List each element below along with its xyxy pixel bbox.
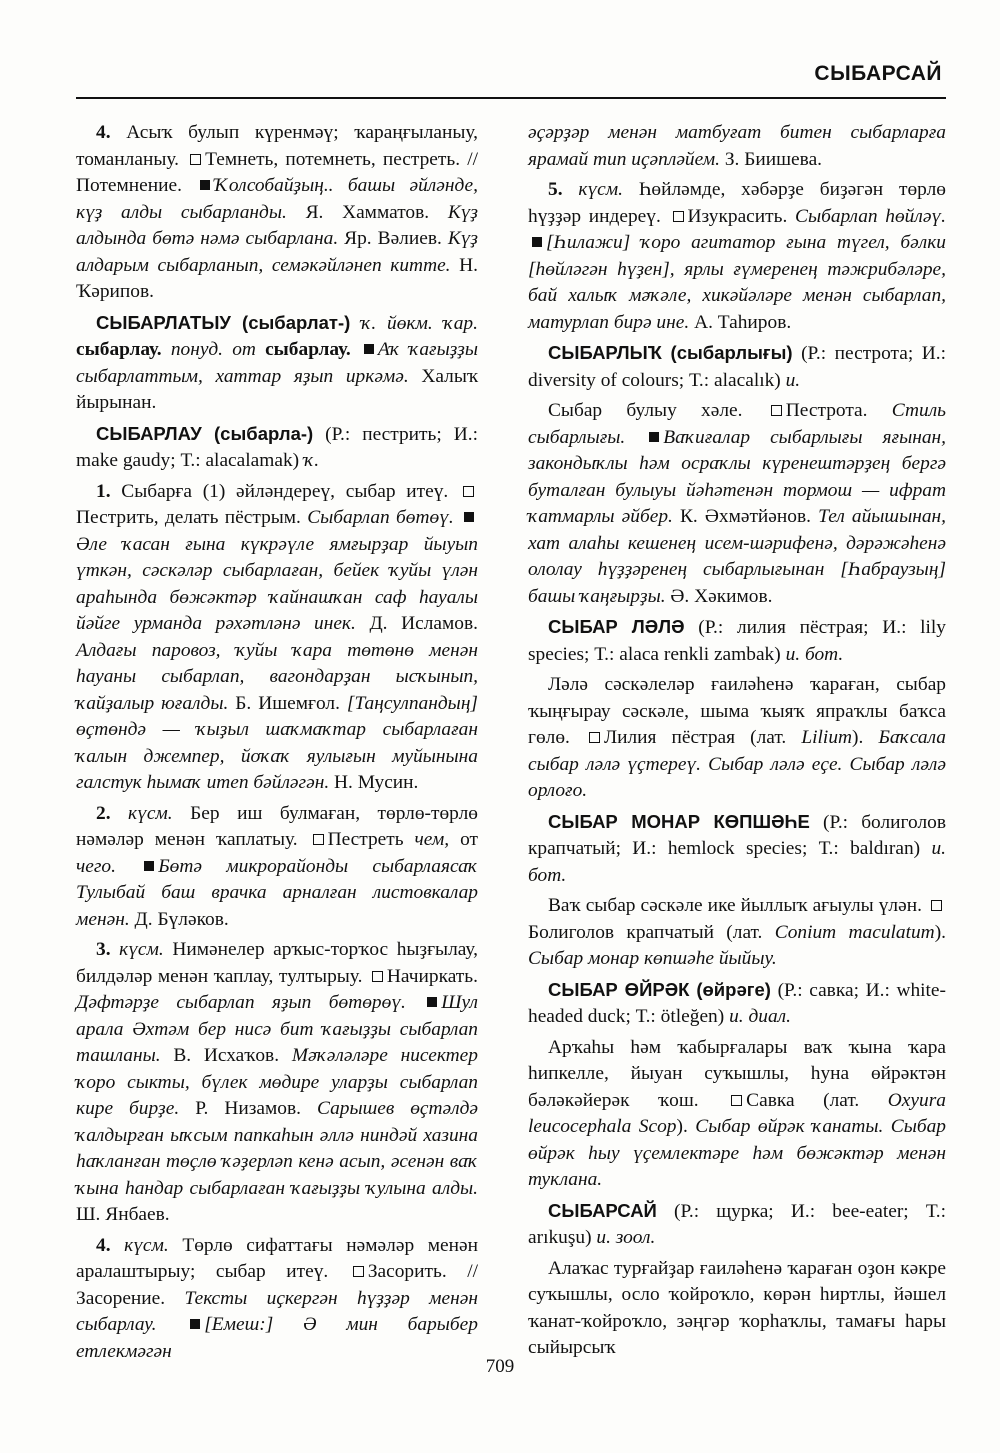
open-square-marker xyxy=(731,1095,742,1106)
headword: СЫБАРСАЙ xyxy=(548,1199,657,1221)
headword: СЫБАРЛЫҠ (сыбарлығы) xyxy=(548,342,793,363)
open-square-marker xyxy=(771,405,782,416)
filled-square-marker xyxy=(649,432,659,442)
filled-square-marker xyxy=(364,344,374,354)
filled-square-marker xyxy=(532,237,542,247)
filled-square-marker xyxy=(144,861,154,871)
dictionary-entry: СЫБАР ЛӘЛӘ (Р.: лилия пёстрая; И.: lily species; Т.: alaca renkli zambak) и. бот. xyxy=(528,616,946,665)
open-square-marker xyxy=(673,211,684,222)
header-rule xyxy=(76,97,946,99)
dictionary-entry: СЫБАР МОНАР КӨПШӘҺЕ (Р.: болиголов крапчатый; И.: hemlock species; Т.: baldıran) и. бот. xyxy=(528,810,946,886)
filled-square-marker xyxy=(200,180,210,190)
headword: СЫБАР МОНАР КӨПШӘҺЕ xyxy=(548,810,810,832)
sense-paragraph: 4. күсм. Төрлө сифаттағы нәмәләр менән аралаштырыу; сыбар итеү. Засорить. // Засорение. Тексты иҫкергән һүҙҙәр менән сыбарлау. [Емеш:] Ә мин барыбер етлекмәгән xyxy=(76,1234,478,1362)
dictionary-entry: СЫБАРЛАТЫУ (сыбарлат-) ҡ. йөкм. ҡар. сыбарлау. понуд. от сыбарлау. Аҡ ҡағыҙҙы сыбарлаттым, хаттар яҙып иркәмә. Халыҡ йырынан. xyxy=(76,311,478,413)
sense-paragraph: 3. күсм. Нимәнелер арҡыс-торҡос һыҙғылау, билдәләр менән ҡаплау, тултырыу. Начиркать. Дәфтәрҙе сыбарлап яҙып бөтөрөү. Шул арала Әхтәм бер нисә бит ҡағыҙҙы сыбарлап ташланы. В. Исхаҡов. Мәҡәләләре нисектер ҡоро сыкты, бүлек мөдире уларҙы сыбарлап кире бирҙе. Р. Низамов. Сарышев өҫтәлдә ҡалдырған ыҡсым папкаһын әллә ниндәй хазина һаҡланған төҫлө ҡәҙерләп кенә асып, әсенән ваҡ ҡына һандар сыбарлаған ҡағыҙҙы ҡулына алды. Ш. Янбаев. xyxy=(76,939,479,1225)
filled-square-marker xyxy=(190,1319,200,1329)
definition-paragraph: Сыбар булыу хәле. Пестрота. Стиль сыбарлығы. Ваҡиғалар сыбарлығы яғынан, закондыҡлы һәм осраҡлы күренештәрҙең бергә буталған булыуы йәһәтенән тормош — ифрат ҡатмарлы әйбер. К. Әхмәтйәнов. Тел айышынан, хат алаһы кешенең исем-шәрифенә, дәрәжәһенә ололау һүҙҙәренең сыбарлығынан [Һабраузың] башы ҡаңғырҙы. Ә. Хәкимов. xyxy=(528,400,946,607)
dictionary-entry: СЫБАРЛАУ (сыбарла-) (Р.: пестрить; И.: make gaudy; Т.: alacalamak) ҡ. xyxy=(76,422,478,471)
page-number: 709 xyxy=(485,1356,515,1377)
open-square-marker xyxy=(313,834,324,845)
sense-paragraph: 2. күсм. Бер иш булмаған, төрлө-төрлө нәмәләр менән ҡаплатыу. Пестреть чем, от чего. Бөтә микрорайонды сыбарлаясаҡ Тулыбай баш врачка арналған листовкалар менән. Д. Бүләков. xyxy=(76,802,478,930)
filled-square-marker xyxy=(427,997,437,1007)
headword: СЫБАРЛАУ (сыбарла-) xyxy=(96,422,314,444)
headword: СЫБАР ӨЙРӘК (өйрәге) xyxy=(548,978,771,1000)
headword: СЫБАРЛАТЫУ (сыбарлат-) xyxy=(96,311,351,333)
open-square-marker xyxy=(372,971,383,982)
definition-paragraph: Ләлә сәскәлеләр ғаиләһенә ҡараған, сыбар ҡыңғырау сәскәле, шыма ҡыяҡ япраҡлы баҡса гөлө. Лилия пёстрая (лат. Lilium). Баҡсала сыбар ләлә үҫтереү. Сыбар ләлә еҫе. Сыбар ләлә орлоғо. xyxy=(528,674,946,801)
open-square-marker xyxy=(353,1266,364,1277)
dictionary-entry: СЫБАРЛЫҠ (сыбарлығы) (Р.: пестрота; И.: diversity of colours; Т.: alacalık) и. xyxy=(528,342,946,391)
dictionary-entry: СЫБАР ӨЙРӘК (өйрәге) (Р.: савка; И.: white-headed duck; Т.: ötleğen) и. диал. xyxy=(528,978,946,1027)
sense-paragraph: 1. Сыбарға (1) әйләндереү, сыбар итеү. Пестрить, делать пёстрым. Сыбарлап бөтөү. Әле ҡасан ғына күкрәүле ямғырҙар йыуып үткән, сәскәләр сыбарлаған, бейек ҡуйы үлән араһында бөжәктәр ҡайнашҡан саф һауалы йәйге урманда рәхәтләнә инек. Д. Исламов. Алдағы паровоз, ҡуйы ҡара төтөнө менән һауаны сыбарлап, вагондарҙан ысҡынып, ҡайҙалыр юғалды. Б. Ишемғол. [Таңсулпандың] өҫтөндә — ҡыҙыл шаҡмаҡтар сыбарлаған ҡалын джемпер, йоҡаҡ яулығын муйынына галстук һымаҡ итеп бәйләгән. Н. Мусин. xyxy=(76,480,478,793)
left-column xyxy=(76,120,478,1369)
definition-paragraph: Алаҡас турғайҙар ғаиләһенә ҡараған оҙон кәкре суҡышлы, осло ҡойроҡло, көрән һиртлы, йәшел ҡанат-ҡойроҡло, зәңгәр ҡорһаҡлы, тамағы һары сыйырсыҡ xyxy=(528,1257,946,1358)
headword: СЫБАР ЛӘЛӘ xyxy=(548,616,685,637)
right-column xyxy=(528,120,946,1366)
running-head: СЫБАРСАЙ xyxy=(814,62,942,85)
sense-paragraph: 5. күсм. Һөйләмде, хәбәрҙе биҙәгән төрлө һүҙҙәр индереү. Изукрасить. Сыбарлап һөйләү. [Һилажи] ҡоро агитатор ғына түгел, бәлки [һөйләгән һүҙен], ярлы ғүмеренең тәжрибәләре, бай халыҡ мәҡәле, хикәйәләре менән сыбарлап, матурлап бирә ине. А. Таһиров. xyxy=(528,179,946,333)
open-square-marker xyxy=(190,154,201,165)
definition-paragraph: Арҡаһы һәм ҡабырғалары ваҡ ҡына ҡара һипкелле, йыуан суҡышлы, һуна өйрәктән бәләкәйерәк ҡош. Савка (лат. Oxyura leucocephala Scop). Сыбар өйрәк ҡанаты. Сыбар өйрәк һыу үҫемлектәре һәм бөжәктәр менән туклана. xyxy=(528,1036,946,1190)
continued-paragraph: әҫәрҙәр менән матбуғат битен сыбарларға ярамай тип иҫәпләйем. З. Биишева. xyxy=(528,122,946,170)
dictionary-entry: СЫБАРСАЙ (Р.: щурка; И.: bee-eater; Т.: arıkuşu) и. зоол. xyxy=(528,1199,946,1248)
open-square-marker xyxy=(589,732,600,743)
open-square-marker xyxy=(931,900,942,911)
sense-paragraph: 4. Асыҡ булып күренмәү; ҡараңғыланыу, томанланыу. Темнеть, потемнеть, пестреть. // Потемнение. Ҡолсобайҙың.. башы әйләнде, күҙ алды сыбарланды. Я. Хамматов. Күҙ алдында бөтә нәмә сыбарлана. Яр. Вәлиев. Күҙ алдарым сыбарланып, семәкәйләнеп китте. Н. Ҡәрипов. xyxy=(76,122,478,302)
open-square-marker xyxy=(463,486,474,497)
filled-square-marker xyxy=(464,512,474,522)
definition-paragraph: Ваҡ сыбар сәскәле ике йыллыҡ ағыулы үлән. Болиголов крапчатый (лат. Conium maculatum). Сыбар монар көпшәһе йыйыу. xyxy=(528,895,946,969)
